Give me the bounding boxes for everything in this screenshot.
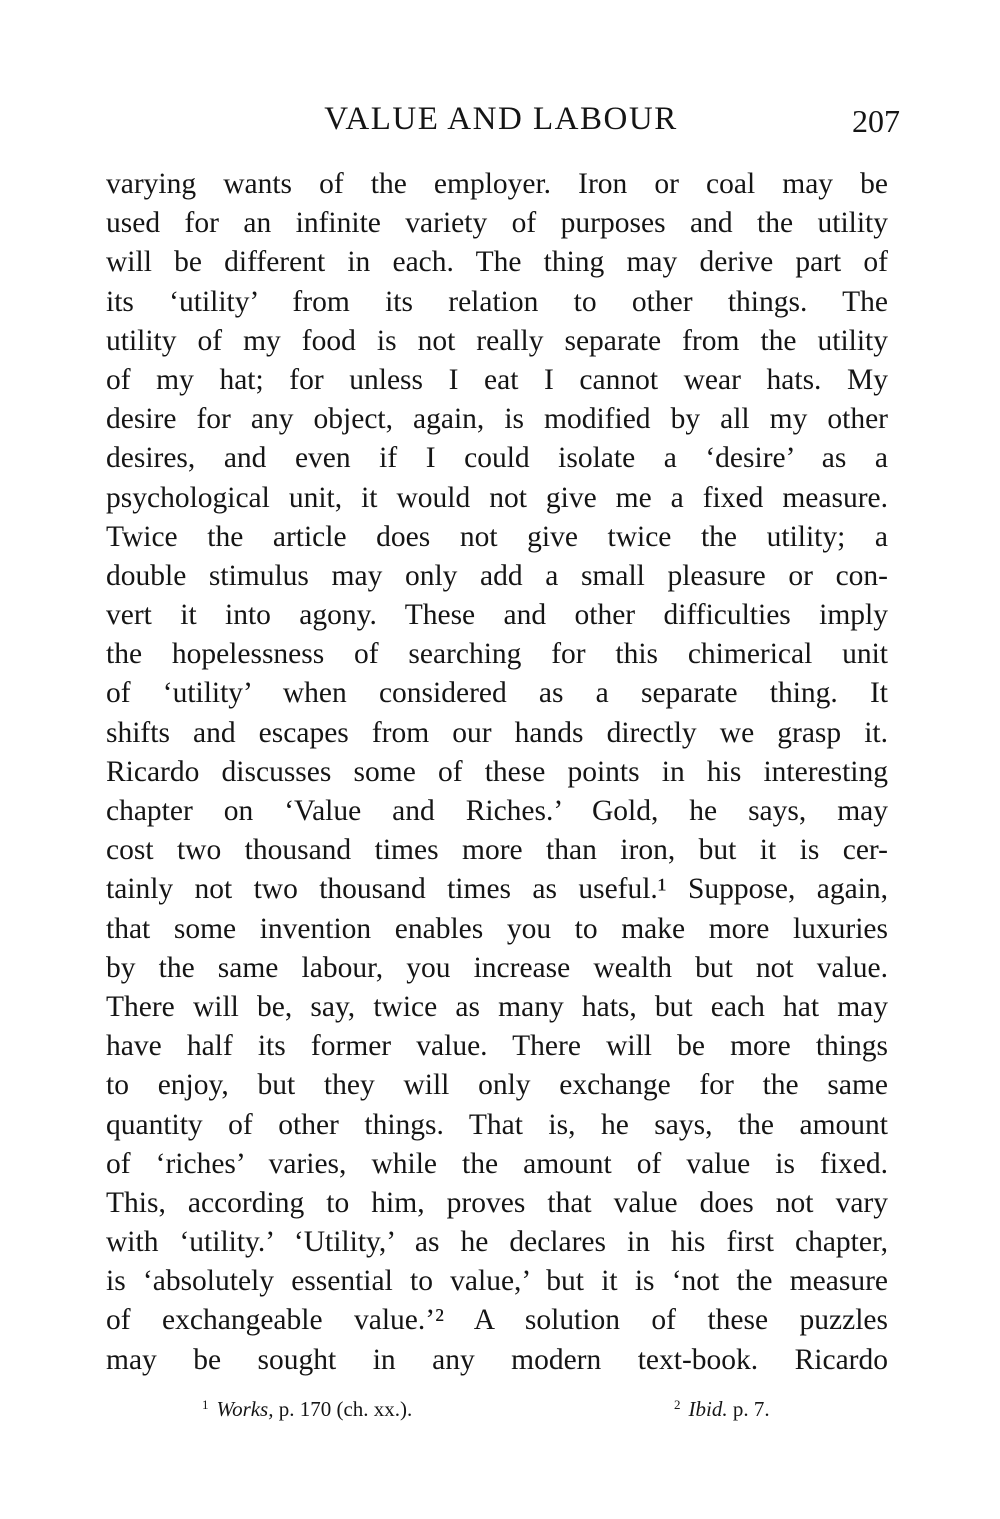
text-line: desire for any object, again, is modified by all my other [106, 403, 888, 436]
text-line: Ricardo discusses some of these points in his interesting [106, 755, 888, 788]
footnote-1 [202, 1388, 412, 1426]
text-line: used for an infinite variety of purposes and the utility [106, 207, 888, 240]
running-title: VALUE AND LABOUR [324, 101, 678, 137]
text-line: of exchangeable value.’² A solution of these puzzles [106, 1304, 888, 1337]
text-line: double stimulus may only add a small pleasure or con- [106, 559, 888, 592]
text-line: desires, and even if I could isolate a ‘desire’ as a [106, 442, 888, 475]
text-line: of my hat; for unless I eat I cannot wear hats. My [106, 363, 888, 396]
running-head [106, 96, 900, 142]
page-number: 207 [852, 103, 900, 139]
text-line: by the same labour, you increase wealth but not value. [106, 951, 888, 984]
footnote-mark: 2 [674, 1397, 681, 1412]
text-line: shifts and escapes from our hands directly we grasp it. [106, 716, 888, 749]
footnote-2 [674, 1388, 770, 1426]
body-text [106, 165, 888, 1380]
text-line: have half its former value. There will be more things [106, 1030, 888, 1063]
text-line: cost two thousand times more than iron, but it is cer- [106, 834, 888, 867]
text-line: may be sought in any modern text-book. Ricardo [106, 1343, 888, 1376]
text-line: This, according to him, proves that value does not vary [106, 1186, 888, 1219]
text-line: is ‘absolutely essential to value,’ but it is ‘not the measure [106, 1265, 888, 1298]
footnote-text: p. 7. [732, 1397, 770, 1421]
text-line: varying wants of the employer. Iron or coal may be [106, 168, 888, 200]
text-line: of ‘riches’ varies, while the amount of value is fixed. [106, 1147, 888, 1180]
text-line: the hopelessness of searching for this chimerical unit [106, 638, 888, 671]
text-line: quantity of other things. That is, he says, the amount [106, 1108, 888, 1141]
text-line: with ‘utility.’ ‘Utility,’ as he declares in his first chapter, [106, 1226, 888, 1259]
text-line: its ‘utility’ from its relation to other things. The [106, 285, 888, 318]
footnote-mark: 1 [202, 1397, 209, 1412]
text-line: Twice the article does not give twice the utility; a [106, 520, 888, 553]
footnote-reference: Works, [216, 1397, 274, 1421]
text-line: to enjoy, but they will only exchange for the same [106, 1069, 888, 1102]
text-line: of ‘utility’ when considered as a separate thing. It [106, 677, 888, 710]
footnote-reference: Ibid. [688, 1397, 728, 1421]
text-line: will be different in each. The thing may derive part of [106, 246, 888, 279]
text-line: vert it into agony. These and other difficulties imply [106, 599, 888, 632]
text-line: that some invention enables you to make more luxuries [106, 912, 888, 945]
text-line: utility of my food is not really separate from the utility [106, 324, 888, 357]
footnote-text: p. 170 (ch. xx.). [278, 1397, 413, 1421]
text-line: tainly not two thousand times as useful.¹ Suppose, again, [106, 873, 888, 906]
footnotes [106, 1388, 888, 1422]
text-line: chapter on ‘Value and Riches.’ Gold, he says, may [106, 795, 888, 827]
text-line: There will be, say, twice as many hats, but each hat may [106, 990, 888, 1023]
text-line: psychological unit, it would not give me a fixed measure. [106, 481, 888, 514]
